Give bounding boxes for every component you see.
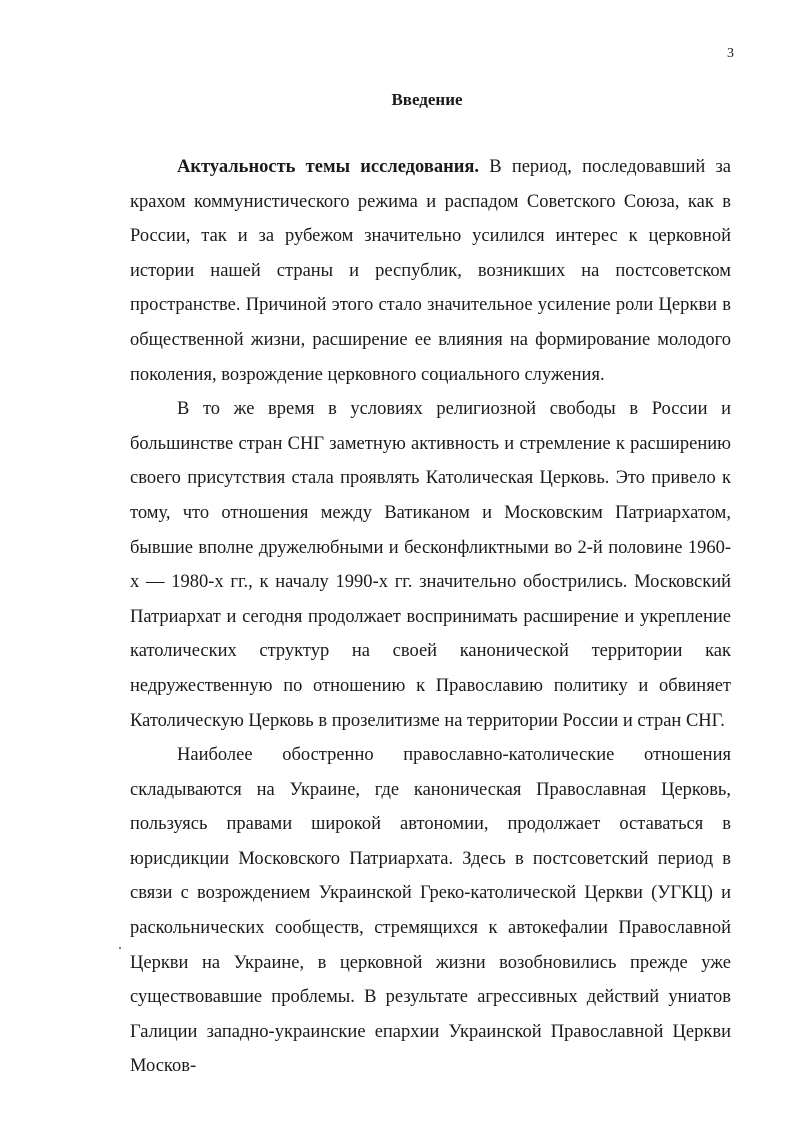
margin-mark [119,947,121,949]
section-heading: Введение [391,90,463,109]
page-number: 3 [727,46,734,61]
paragraph-catholic-church: В то же время в условиях религиозной свободы в России и большинстве стран СНГ заметную активность и стремление к расширению своего присутствия стала проявлять Католическая Церковь. Это привело к тому, что отношения между Ватиканом и Московским Патриархатом, бывшие вполне дружелюбными и бесконфликтными во 2-й половине 1960-х — 1980-х гг., к началу 1990-х гг. значительно обострились. Московский Патриархат и сегодня продолжает воспринимать расширение и укрепление католических структур на своей канонической территории как недружественную по отношению к Православию политику и обвиняет Католическую Церковь в прозелитизме на территории России и стран СНГ. [130,399,731,731]
paragraph-relevance [130,150,731,392]
paragraph-text: В период, последовавший за крахом коммунистического режима и распадом Советского Союза, как в России, так и за рубежом значительно усилился интерес к церковной истории нашей страны и республик, возникших на постсоветском пространстве. Причиной этого стало значительное усиление роли Церкви в общественной жизни, расширение ее влияния на формирование молодого поколения, возрождение церковного социального служения. [130,157,731,385]
body-text [130,150,731,1084]
paragraph-ukraine: Наиболее обостренно православно-католические отношения складываются на Украине, где каноническая Православная Церковь, пользуясь правами широкой автономии, продолжает оставаться в юрисдикции Московского Патриархата. Здесь в постсоветский период в связи с возрождением Украинской Греко-католической Церкви (УГКЦ) и раскольнических сообществ, стремящихся к автокефалии Православной Церкви на Украине, в церковной жизни возобновились прежде уже существовавшие проблемы. В результате агрессивных действий униатов Галиции западно-украинские епархии Украинской Православной Церкви Москов- [130,745,731,1077]
paragraph-lead: Актуальность темы исследования. [177,157,480,177]
